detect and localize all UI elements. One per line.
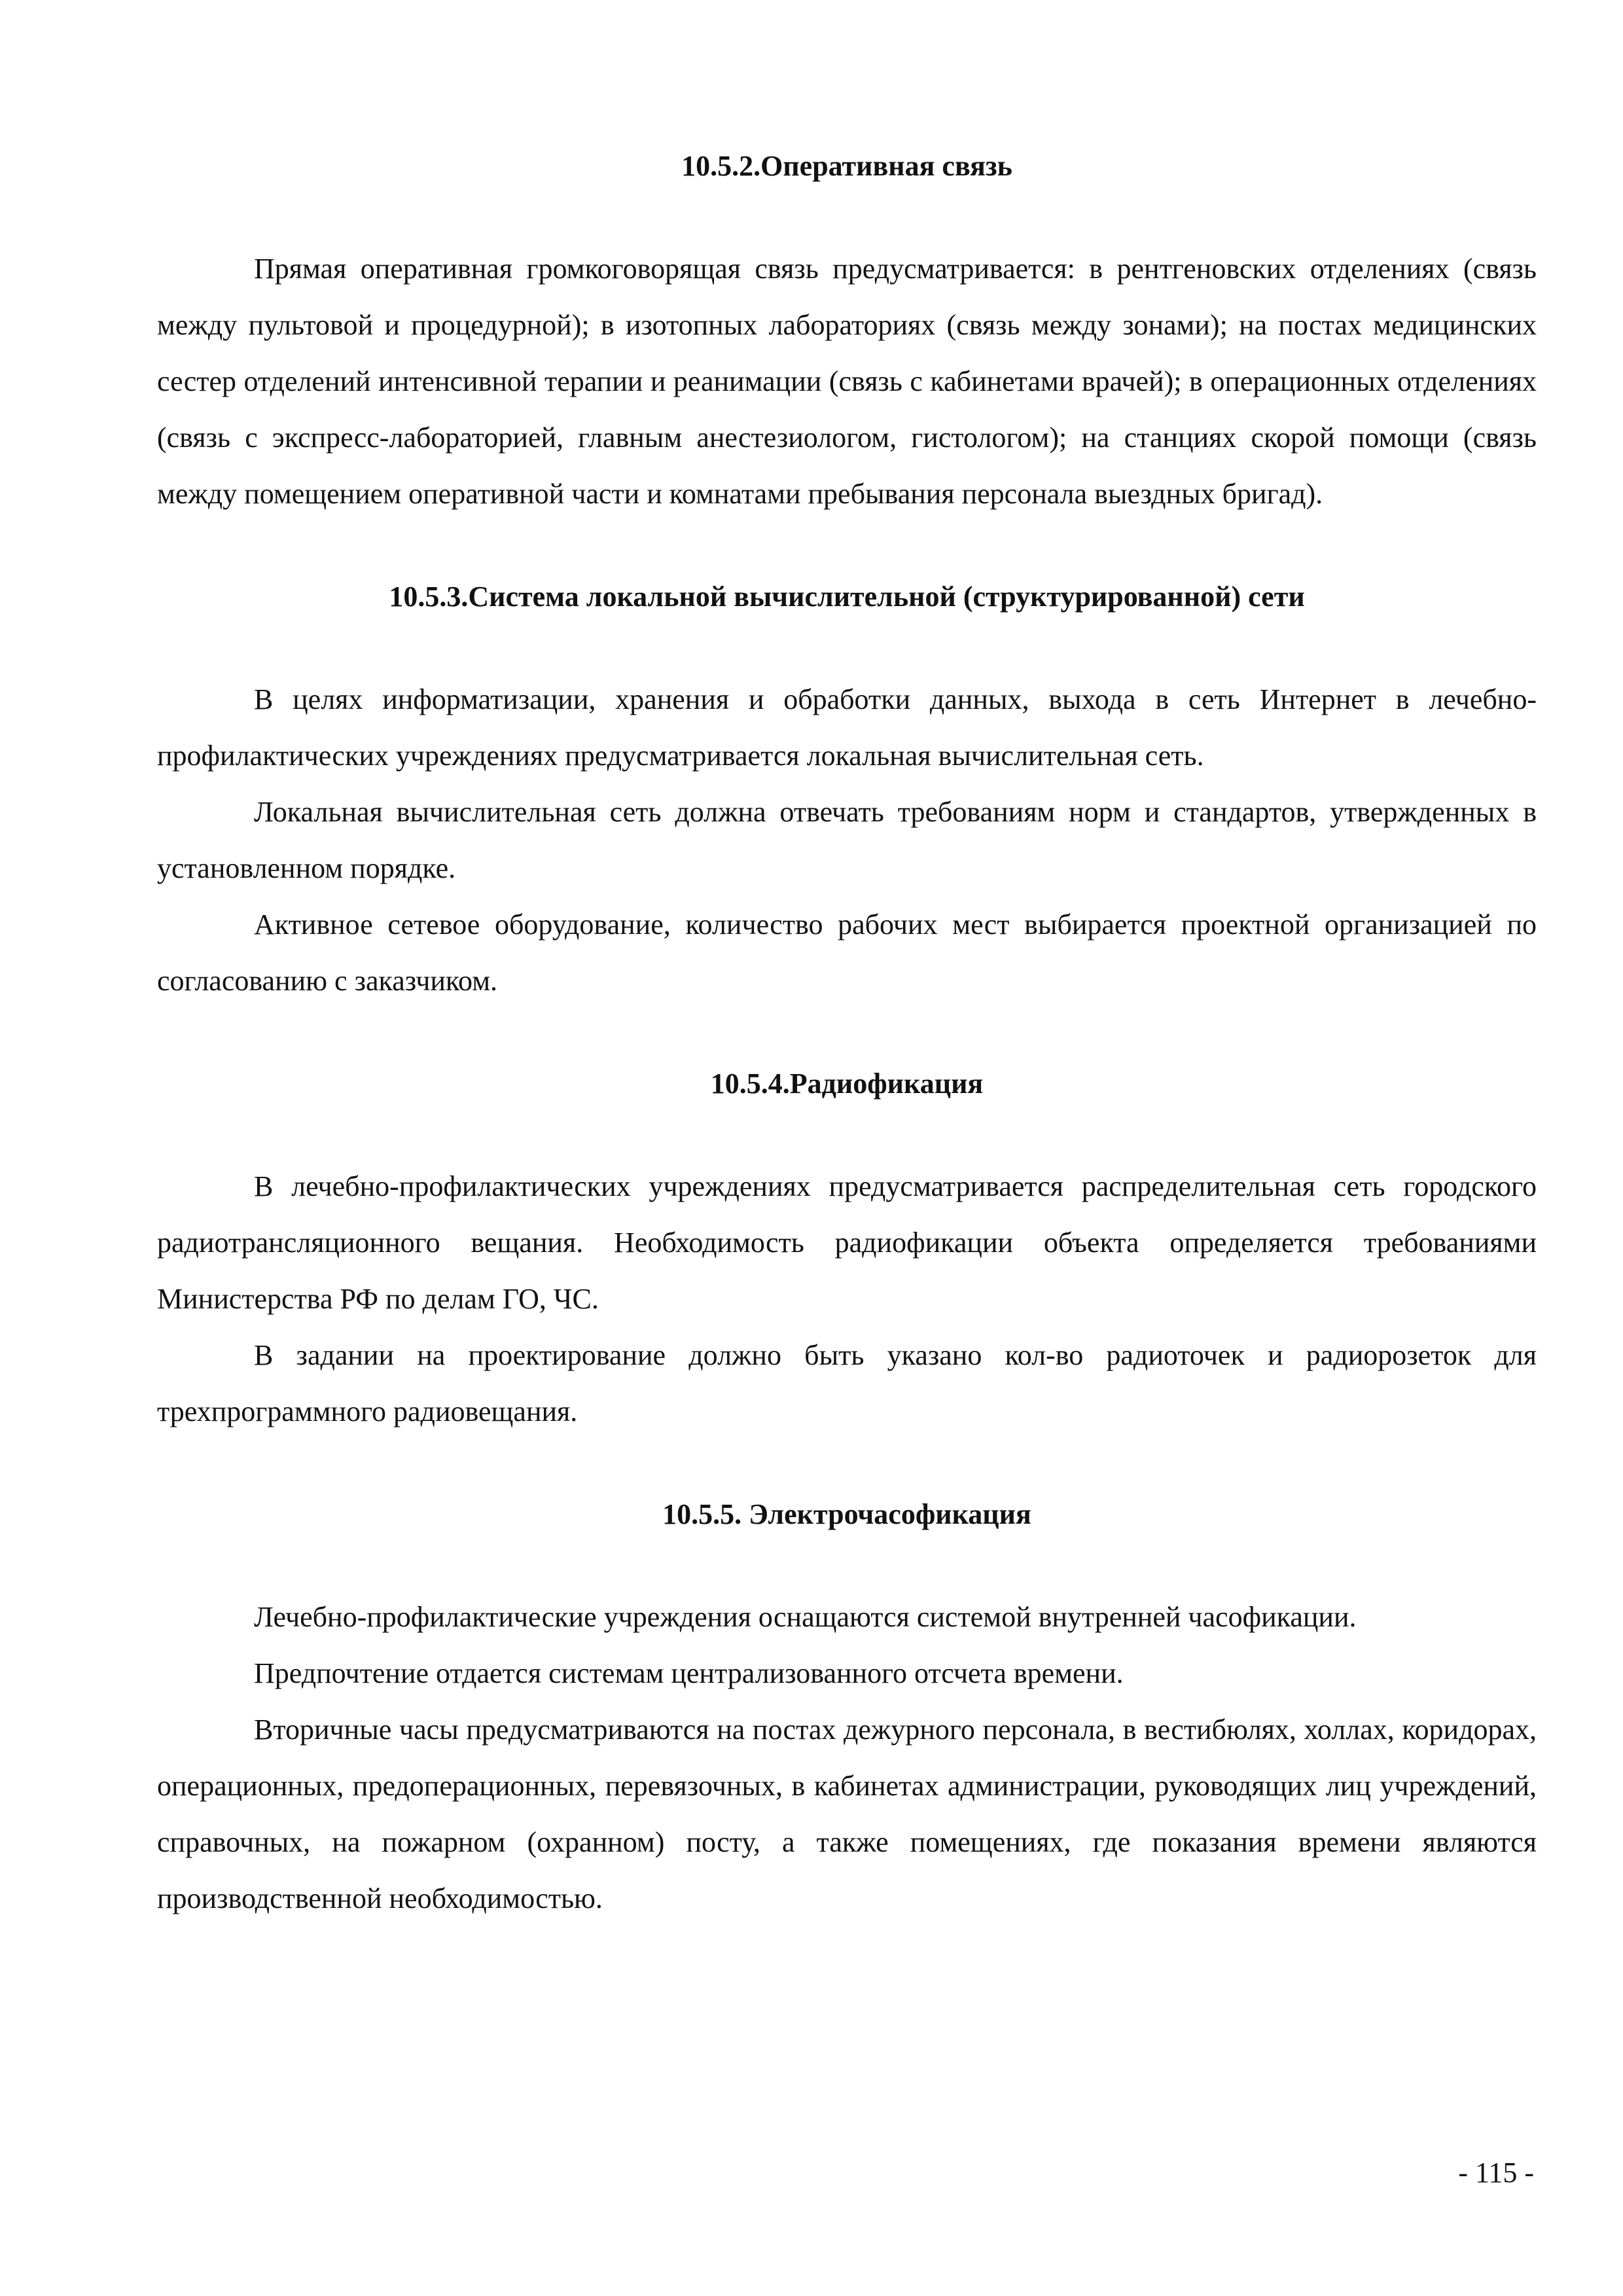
section-heading: 10.5.5. Электрочасофикация (662, 1498, 1031, 1530)
paragraph: Прямая оперативная громкоговорящая связь предусматривается: в рентгеновских отделениях (связь между пультовой и процедурной); в изотопных лабораториях (связь между зонами); на постах медицинских сестер отделений интенсивной терапии и реанимации (связь с кабинетами врачей); в операционных отделениях (связь с экспресс-лабораторией, главным анестезиологом, гистологом); на станциях скорой помощи (связь между помещением оперативной части и комнатами пребывания персонала выездных бригад). (157, 253, 1537, 510)
paragraph: Лечебно-профилактические учреждения оснащаются системой внутренней часофикации. (254, 1601, 1357, 1633)
paragraph: Локальная вычислительная сеть должна отвечать требованиям норм и стандартов, утвержденных в установленном порядке. (157, 796, 1537, 884)
paragraph: В целях информатизации, хранения и обработки данных, выхода в сеть Интернет в лечебно-профилактических учреждениях предусматривается локальная вычислительная сеть. (157, 683, 1537, 772)
paragraph: В лечебно-профилактических учреждениях предусматривается распределительная сеть городского радиотрансляционного вещания. Необходимость радиофикации объекта определяется требованиями Министерства РФ по делам ГО, ЧС. (157, 1170, 1537, 1315)
section-heading: 10.5.3.Система локальной вычислительной (структурированной) сети (389, 581, 1305, 613)
page-number: - 115 - (1458, 2157, 1534, 2189)
section-local-network (157, 575, 1537, 1009)
section-heading: 10.5.2.Оперативная связь (681, 150, 1012, 182)
section-operative-communication (157, 144, 1537, 522)
section-heading: 10.5.4.Радиофикация (710, 1067, 984, 1100)
paragraph: Предпочтение отдается системам централизованного отсчета времени. (254, 1657, 1124, 1689)
paragraph: В задании на проектирование должно быть указано кол-во радиоточек и радиорозеток для трехпрограммного радиовещания. (157, 1339, 1537, 1427)
paragraph: Активное сетевое оборудование, количество рабочих мест выбирается проектной организацией по согласованию с заказчиком. (157, 908, 1537, 997)
document-page (157, 144, 1537, 1927)
paragraph: Вторичные часы предусматриваются на постах дежурного персонала, в вестибюлях, холлах, коридорах, операционных, предоперационных, перевязочных, в кабинетах администрации, руководящих лиц учреждений, справочных, на пожарном (охранном) посту, а также помещениях, где показания времени являются производственной необходимостью. (157, 1713, 1537, 1914)
section-electric-clocks (157, 1492, 1537, 1927)
section-radiofication (157, 1062, 1537, 1440)
